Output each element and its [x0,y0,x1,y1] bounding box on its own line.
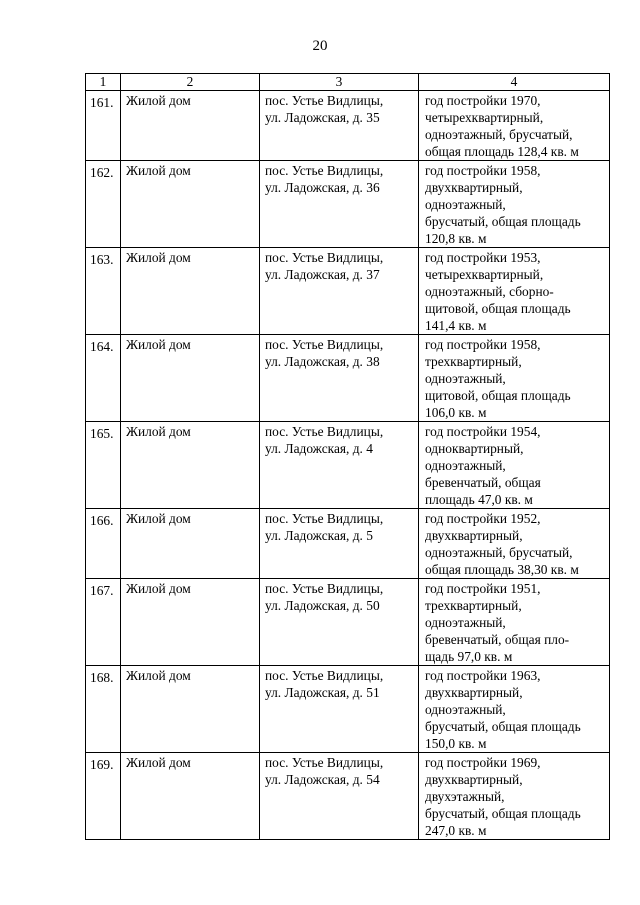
description-line: брусчатый, общая площадь [425,806,581,821]
table-header-row [86,74,610,91]
description-line: бревенчатый, общая пло- [425,632,570,647]
row-number: 169. [86,753,121,840]
address-line: ул. Ладожская, д. 5 [265,528,373,543]
column-header-1: 1 [86,74,121,91]
object-address [260,509,419,579]
row-number: 161. [86,91,121,161]
table-row [86,666,610,753]
object-description [419,248,610,335]
description-line: одноэтажный, [425,702,506,717]
address-line: пос. Устье Видлицы, [265,337,384,352]
description-line: двухэтажный, [425,789,505,804]
description-line: четырехквартирный, [425,267,544,282]
table-row [86,753,610,840]
object-address [260,422,419,509]
address-line: пос. Устье Видлицы, [265,163,384,178]
address-line: ул. Ладожская, д. 54 [265,772,380,787]
object-description [419,335,610,422]
address-line: ул. Ладожская, д. 38 [265,354,380,369]
table-row [86,335,610,422]
column-header-4: 4 [419,74,610,91]
description-line: двухквартирный, [425,180,523,195]
description-line: одноэтажный, [425,371,506,386]
description-line: 120,8 кв. м [425,231,487,246]
description-line: одноэтажный, сборно- [425,284,554,299]
row-number: 166. [86,509,121,579]
object-description [419,161,610,248]
address-line: ул. Ладожская, д. 37 [265,267,380,282]
table-row [86,161,610,248]
property-table [85,73,610,840]
object-address [260,335,419,422]
description-line: год постройки 1958, [425,337,541,352]
address-line: ул. Ладожская, д. 35 [265,110,380,125]
row-number: 162. [86,161,121,248]
description-line: двухквартирный, [425,685,523,700]
object-address [260,666,419,753]
table-body [86,91,610,840]
description-line: год постройки 1969, [425,755,541,770]
description-line: одноэтажный, [425,197,506,212]
address-line: пос. Устье Видлицы, [265,668,384,683]
table-row [86,579,610,666]
object-name: Жилой дом [121,666,260,753]
description-line: трехквартирный, [425,598,522,613]
description-line: год постройки 1970, [425,93,541,108]
description-line: 150,0 кв. м [425,736,487,751]
object-address [260,753,419,840]
table-row [86,91,610,161]
address-line: ул. Ладожская, д. 51 [265,685,380,700]
description-line: год постройки 1954, [425,424,541,439]
object-description [419,422,610,509]
object-address [260,579,419,666]
object-description [419,509,610,579]
description-line: общая площадь 38,30 кв. м [425,562,579,577]
table-row [86,422,610,509]
description-line: двухквартирный, [425,528,523,543]
description-line: одноэтажный, брусчатый, [425,545,573,560]
description-line: брусчатый, общая площадь [425,719,581,734]
description-line: 141,4 кв. м [425,318,487,333]
page-number: 20 [312,38,328,54]
object-name: Жилой дом [121,579,260,666]
object-description [419,666,610,753]
object-name: Жилой дом [121,335,260,422]
description-line: двухквартирный, [425,772,523,787]
description-line: год постройки 1952, [425,511,541,526]
object-name: Жилой дом [121,509,260,579]
address-line: пос. Устье Видлицы, [265,581,384,596]
description-line: трехквартирный, [425,354,522,369]
description-line: одноэтажный, [425,458,506,473]
row-number: 165. [86,422,121,509]
description-line: общая площадь 128,4 кв. м [425,144,579,159]
description-line: 247,0 кв. м [425,823,487,838]
column-header-3: 3 [260,74,419,91]
table-row [86,509,610,579]
description-line: щадь 97,0 кв. м [425,649,513,664]
object-name: Жилой дом [121,91,260,161]
table-row [86,248,610,335]
description-line: год постройки 1953, [425,250,541,265]
address-line: пос. Устье Видлицы, [265,424,384,439]
row-number: 163. [86,248,121,335]
description-line: 106,0 кв. м [425,405,487,420]
description-line: одноэтажный, брусчатый, [425,127,573,142]
address-line: ул. Ладожская, д. 36 [265,180,380,195]
description-line: одноэтажный, [425,615,506,630]
object-description [419,753,610,840]
object-description [419,579,610,666]
address-line: пос. Устье Видлицы, [265,511,384,526]
description-line: бревенчатый, общая [425,475,541,490]
object-name: Жилой дом [121,161,260,248]
address-line: пос. Устье Видлицы, [265,755,384,770]
row-number: 168. [86,666,121,753]
object-address [260,91,419,161]
object-description [419,91,610,161]
description-line: год постройки 1958, [425,163,541,178]
address-line: ул. Ладожская, д. 50 [265,598,380,613]
description-line: площадь 47,0 кв. м [425,492,533,507]
description-line: четырехквартирный, [425,110,544,125]
description-line: год постройки 1963, [425,668,541,683]
description-line: год постройки 1951, [425,581,541,596]
object-name: Жилой дом [121,248,260,335]
column-header-2: 2 [121,74,260,91]
description-line: щитовой, общая площадь [425,301,571,316]
address-line: ул. Ладожская, д. 4 [265,441,373,456]
object-address [260,248,419,335]
row-number: 164. [86,335,121,422]
address-line: пос. Устье Видлицы, [265,93,384,108]
description-line: одноквартирный, [425,441,524,456]
address-line: пос. Устье Видлицы, [265,250,384,265]
description-line: щитовой, общая площадь [425,388,571,403]
row-number: 167. [86,579,121,666]
object-name: Жилой дом [121,753,260,840]
object-name: Жилой дом [121,422,260,509]
object-address [260,161,419,248]
description-line: брусчатый, общая площадь [425,214,581,229]
